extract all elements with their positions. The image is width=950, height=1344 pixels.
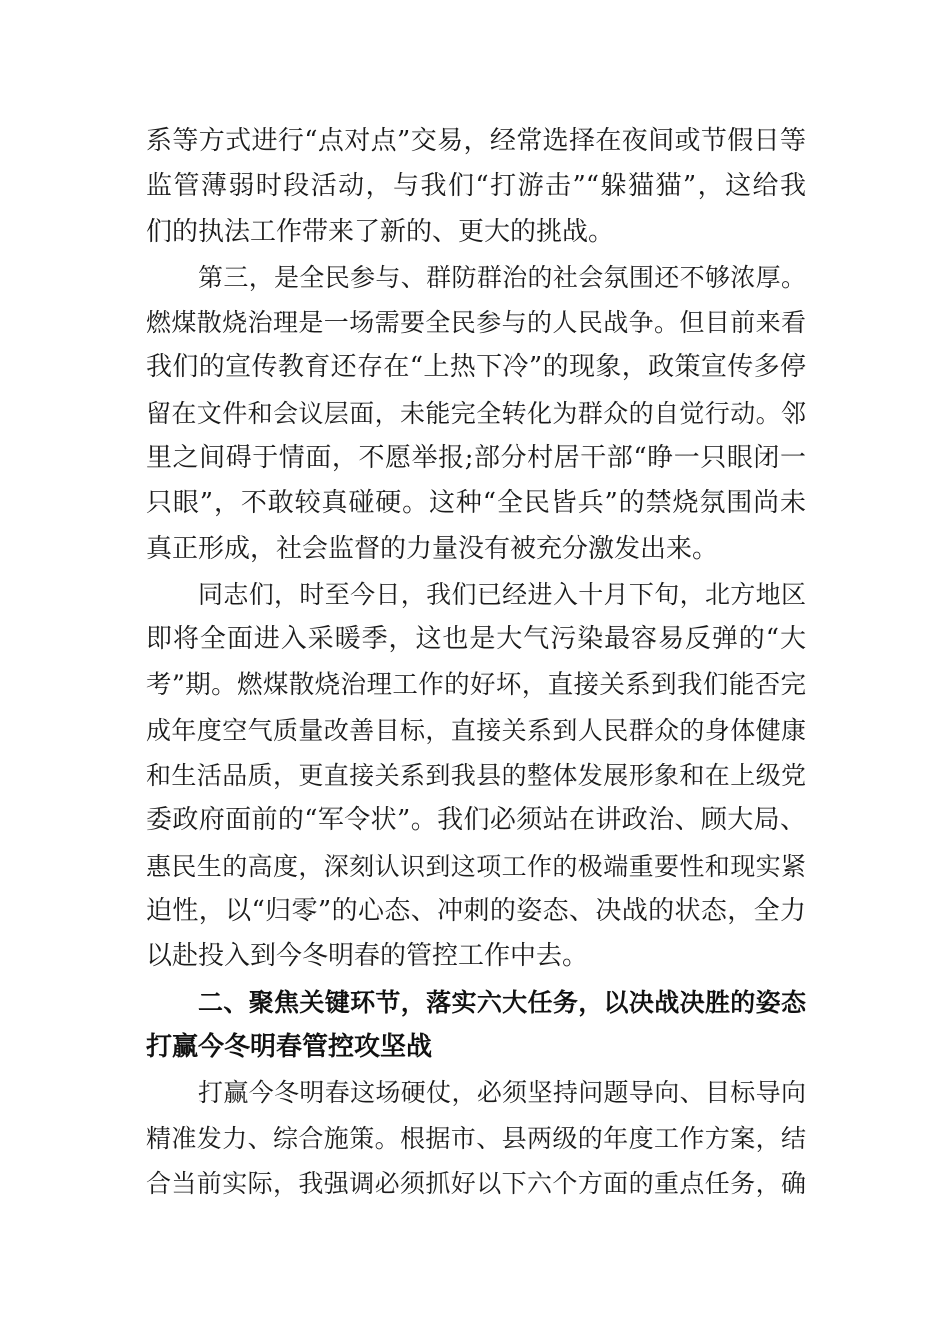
body-text-line: 打赢今冬明春这场硬仗，必须坚持问题导向、目标导向: [198, 1078, 806, 1108]
body-text-line: 燃煤散烧治理是一场需要全民参与的人民战争。但目前来看: [146, 308, 806, 338]
body-text-line: 监管薄弱时段活动，与我们“打游击”“躲猫猫”，这给我: [146, 171, 806, 202]
body-text-line: 们的执法工作带来了新的、更大的挑战。: [146, 216, 615, 247]
body-text-line: 合当前实际，我强调必须抓好以下六个方面的重点任务，确: [146, 1168, 806, 1198]
body-text-line: 精准发力、综合施策。根据市、县两级的年度工作方案，结: [146, 1123, 806, 1153]
body-text-line: 即将全面进入采暖季，这也是大气污染最容易反弹的“大: [146, 624, 806, 655]
body-text-line: 以赴投入到今冬明春的管控工作中去。: [146, 941, 589, 972]
body-text-line: 里之间碍于情面，不愿举报;部分村居干部“睁一只眼闭一: [146, 443, 806, 474]
body-text-line: 真正形成，社会监督的力量没有被充分激发出来。: [146, 533, 719, 564]
body-text-line: 第三，是全民参与、群防群治的社会氛围还不够浓厚。: [198, 262, 806, 292]
body-text-line: 我们的宣传教育还存在“上热下冷”的现象，政策宣传多停: [146, 352, 806, 383]
section-heading-line: 打赢今冬明春管控攻坚战: [146, 1031, 433, 1062]
body-text-line: 和生活品质，更直接关系到我县的整体发展形象和在上级党: [146, 761, 806, 791]
body-text-line: 只眼”，不敢较真碰硬。这种“全民皆兵”的禁烧氛围尚未: [146, 488, 806, 519]
section-heading-line: 二、聚焦关键环节，落实六大任务，以决战决胜的姿态: [198, 987, 806, 1017]
body-text-line: 系等方式进行“点对点”交易，经常选择在夜间或节假日等: [146, 126, 806, 156]
body-text-line: 同志们，时至今日，我们已经进入十月下旬，北方地区: [198, 579, 806, 609]
body-text-line: 委政府面前的“军令状”。我们必须站在讲政治、顾大局、: [146, 805, 806, 836]
body-text-line: 惠民生的高度，深刻认识到这项工作的极端重要性和现实紧: [146, 851, 806, 881]
body-text-line: 留在文件和会议层面，未能完全转化为群众的自觉行动。邻: [146, 398, 806, 428]
body-text-line: 考”期。燃煤散烧治理工作的好坏，直接关系到我们能否完: [146, 669, 806, 700]
body-text-line: 成年度空气质量改善目标，直接关系到人民群众的身体健康: [146, 715, 806, 745]
body-text-line: 迫性，以“归零”的心态、冲刺的姿态、决战的状态，全力: [146, 896, 806, 927]
document-body: [146, 119, 806, 1206]
